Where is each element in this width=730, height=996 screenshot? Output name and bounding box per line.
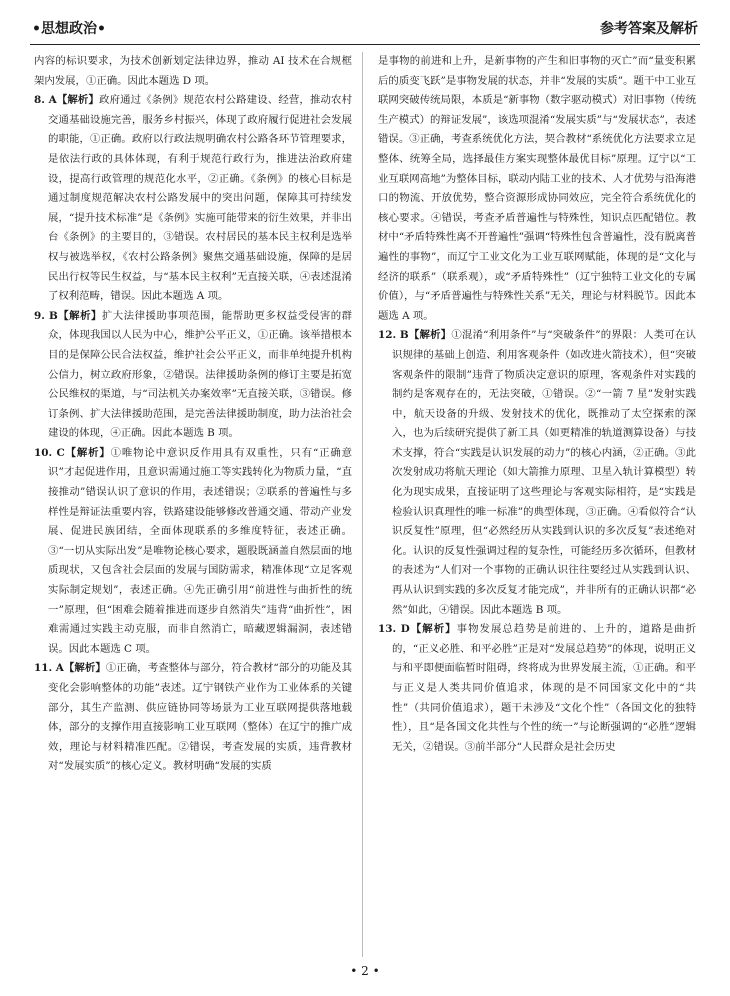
answer-number: 10. C [34, 446, 65, 459]
answer-item-10 [34, 444, 352, 660]
answer-item-13 [378, 620, 696, 757]
page-number: • 2 • [350, 964, 380, 978]
answer-number: 13. D [378, 623, 410, 636]
answer-text: ①唯物论中意识反作用具有双重性，只有“正确意识”才起促进作用，且意识需通过施工等实践转化为物质力量，“直接推动”错误认识了意识的作用，表述错误；②联系的普遍性与多样性是辩证法重要内容，铁路建设能够修改普通交通、带动产业发展、促进民族团结，全面体现联系的多维度特征，表述正确。③“一切从实际出发”是唯物论核心要求，题股既涵盖自然层面的地质现状，又包含社会层面的发展与国防需求，精准体现“立足客观实际制定规划”，表述正确。④先正确引用“前进性与曲折性的统一”原理，但“困难会随着推进而逐步自然消失”违背“曲折性”，困难需通过实践主动克服，而非自然消亡，暗藏逻辑漏洞，表述错误。因此本题选 C 项。 [48, 446, 353, 655]
column-divider [362, 52, 363, 957]
analysis-tag: 【解析】 [63, 662, 106, 675]
answer-item-12 [378, 326, 696, 620]
left-intro: 内容的标识要求，为技术创新划定法律边界，推动 AI 技术在合规框架内发展，①正确。因此本题选 D 项。 [34, 55, 352, 87]
answer-number: 9. B [34, 309, 58, 322]
analysis-tag: 【解析】 [409, 623, 457, 636]
answer-number: 11. A [34, 662, 64, 675]
right-intro: 是事物的前进和上升，是新事物的产生和旧事物的灭亡”而“量变积累后的质变飞跃”是事物发展的状态，并非“发展的实质”。题干中工业互联网突破传统局限，本质是“新事物（数字驱动模式）对旧事物（传统生产模式）的辩证发展”，该选项混淆“发展实质”与“发展状态”，表述错误。③正确，考查系统优化方法，契合教材“系统优化方法要求立足整体、统筹全局，选择最佳方案实现整体最优目标”原理。辽宁以“工业互联网高地”为整体目标，联动内陆工业的技术、人才优势与沿海港口的物流、开放优势，整合资源形成协同效应，完全符合系统优化的核心要求。④错误，考查矛盾普遍性与特殊性，知识点匹配错位。教材中“矛盾特殊性离不开普遍性”强调“特殊性包含普遍性，没有脱离普遍性的事物”，而辽宁工业文化为工业互联网赋能，体现的是“文化与经济的联系”（联系观），或“矛盾特殊性”（辽宁独特工业文化的专属价值），与“矛盾普遍性与特殊性关系”无关，理论与材料脱节。因此本题选 A 项。 [378, 55, 696, 322]
header-title: 参考答案及解析 [600, 21, 698, 37]
answer-text: ①正确，考查整体与部分，符合教材“部分的功能及其变化会影响整体的功能”表述。辽宁钢铁产业作为工业体系的关键部分，其生产监测、供应链协同等场景为工业互联网提供落地载体，部分的支撑作用直接影响工业互联网（整体）在辽宁的推广成效，理论与材料精准匹配。②错误，考查发展的实质，违背教材对“发展实质”的核心定义。教材明确“发展的实质 [48, 662, 353, 773]
answer-item-8 [34, 91, 352, 307]
analysis-tag: 【解析】 [56, 94, 100, 107]
answer-text: ①混淆“利用条件”与“突破条件”的界限：人类可在认识规律的基础上创造、利用客观条件（如改进火箭技术），但“突破客观条件的限制”违背了物质决定意识的原理，客观条件对实践的制约是客观存在的，无法突破，①错误。②“一箭 7 星”发射实践中，航天设备的升级、发射技术的优化，既推动了太空探索的深入，也为后续研究提供了新工具（如更精准的轨道测算设备）与技术支撑，符合“实践是认识发展的动力”的核心内涵，②正确。③此次发射成功将航天理论（如大箭推力原理、卫星入轨计算模型）转化为现实成果，直接证明了这些理论与客观实际相符，是“实践是检验认识真理性的唯一标准”的典型体现，③正确。④看似符合“认识反复性”原理，但“必然经历从实践到认识的多次反复”表述绝对化。认识的反复性强调过程的复杂性，可能经历多次循环，但教材的表述为“人们对一个事物的正确认识往往要经过从实践到认识、再从认识到实践的多次反复才能完成”，并非所有的正确认识都“必然”如此，④错误。因此本题选 B 项。 [392, 329, 697, 616]
analysis-tag: 【解析】 [57, 309, 102, 322]
answer-text: 政府通过《条例》规范农村公路建设、经营，推动农村交通基础设施完善，服务乡村振兴，体现了政府履行促进社会发展的职能，①正确。政府以行政法规明确农村公路各环节管理要求，是依法行政的具体体现，有利于规范行政行为，推进法治政府建设，提高行政管理的规范化水平，②正确。《条例》的核心目标是通过制度规范解决农村公路发展中的突出问题，保障其可持续发展，“提升技术标准”是《条例》实施可能带来的衍生效果，并非出台《条例》的主要目的，③错误。农村居民的基本民主权利是选举权与被选举权，《农村公路条例》聚焦交通基础设施，保障的是居民出行权等民生权益，与“基本民主权利”无直接关联，④表述混淆了权利范畴，错误。因此本题选 A 项。 [48, 94, 352, 303]
left-column [34, 52, 352, 777]
answer-text: 扩大法律援助事项范围，能帮助更多权益受侵害的群众，体现我国以人民为中心，维护公平正义，①正确。该举措根本目的是保障公民合法权益，维护社会公平正义，而非单纯提升机构公信力，树立政府形象，②错误。法律援助条例的修订主要是拓宽公民维权的渠道，与“司法机关办案效率”无直接关联，③错误。修订条例、扩大法律援助范围，是完善法律援助制度，助力法治社会建设的体现，④正确。因此本题选 B 项。 [48, 309, 353, 440]
subject-label: •思想政治• [32, 21, 106, 37]
analysis-tag: 【解析】 [64, 446, 111, 459]
answer-number: 12. B [378, 329, 409, 342]
answer-text: 事物发展总趋势是前进的、上升的，道路是曲折的，“正义必胜、和平必胜”正是对“发展总趋势”的体现，说明正义与和平即便面临暂时阻碍，终将成为世界发展主流，①正确。和平与正义是人类共同价值追求，体现的是不同国家文化中的“共性”（共同价值追求），题干未涉及“文化个性”（各国文化的独特性），且“是各国文化共性与个性的统一”与论断强调的“必胜”逻辑无关，②错误。③前半部分“人民群众是社会历史 [392, 623, 696, 753]
analysis-tag: 【解析】 [408, 329, 452, 342]
answer-number: 8. A [34, 94, 57, 107]
answer-item-11 [34, 659, 352, 777]
page-header [32, 18, 698, 42]
header-rule [30, 44, 700, 45]
answer-item-9 [34, 307, 352, 444]
right-column [378, 52, 696, 757]
